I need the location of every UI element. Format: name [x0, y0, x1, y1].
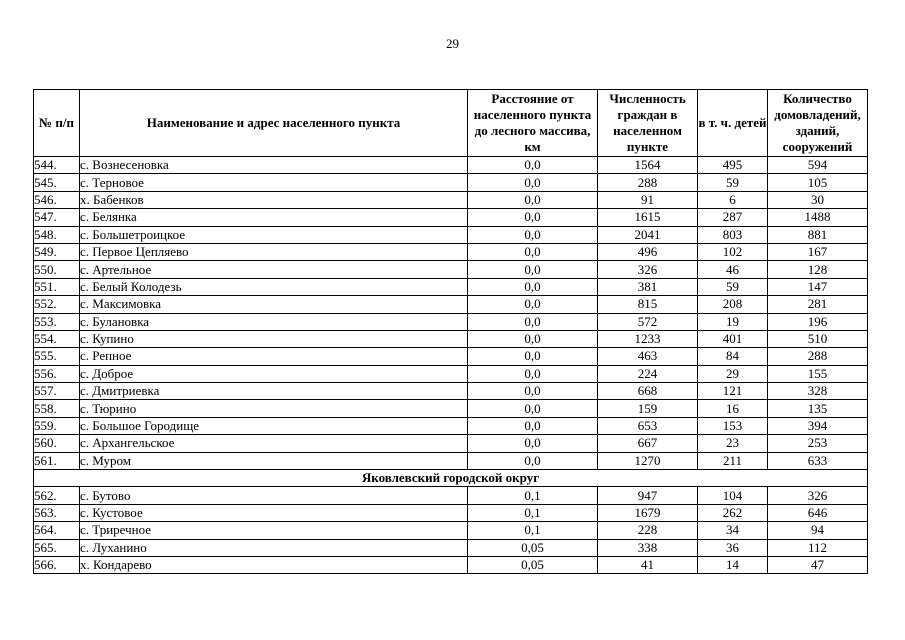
- buildings-value: 47: [768, 556, 868, 573]
- buildings-value: 128: [768, 261, 868, 278]
- children-value: 262: [698, 504, 768, 521]
- settlement-name: с. Архангельское: [80, 435, 468, 452]
- buildings-value: 112: [768, 539, 868, 556]
- children-value: 16: [698, 400, 768, 417]
- distance-value: 0,0: [468, 365, 598, 382]
- settlement-name: с. Бутово: [80, 487, 468, 504]
- table-row: [34, 209, 868, 226]
- table-row: [34, 504, 868, 521]
- section-title: Яковлевский городской округ: [34, 470, 868, 487]
- buildings-value: 253: [768, 435, 868, 452]
- buildings-value: 646: [768, 504, 868, 521]
- settlement-name: с. Триречное: [80, 522, 468, 539]
- population-value: 1564: [598, 157, 698, 174]
- population-value: 815: [598, 296, 698, 313]
- settlement-name: с. Муром: [80, 452, 468, 469]
- population-value: 338: [598, 539, 698, 556]
- settlement-name: с. Артельное: [80, 261, 468, 278]
- table-row: [34, 452, 868, 469]
- table-row: [34, 400, 868, 417]
- buildings-value: 105: [768, 174, 868, 191]
- distance-value: 0,0: [468, 383, 598, 400]
- distance-value: 0,0: [468, 261, 598, 278]
- population-value: 1615: [598, 209, 698, 226]
- table-body-group2: [34, 487, 868, 574]
- children-value: 803: [698, 226, 768, 243]
- settlement-name: с. Белый Колодезь: [80, 278, 468, 295]
- row-number: 566.: [34, 556, 80, 573]
- header-population: Численность граждан в населенном пункте: [598, 90, 698, 157]
- children-value: 46: [698, 261, 768, 278]
- table-row: [34, 487, 868, 504]
- buildings-value: 155: [768, 365, 868, 382]
- distance-value: 0,1: [468, 487, 598, 504]
- settlements-table: [33, 89, 868, 574]
- distance-value: 0,05: [468, 556, 598, 573]
- population-value: 947: [598, 487, 698, 504]
- table-row: [34, 296, 868, 313]
- table-header-row: [34, 90, 868, 157]
- distance-value: 0,0: [468, 209, 598, 226]
- population-value: 572: [598, 313, 698, 330]
- table-row: [34, 539, 868, 556]
- buildings-value: 30: [768, 191, 868, 208]
- settlement-name: х. Бабенков: [80, 191, 468, 208]
- row-number: 555.: [34, 348, 80, 365]
- row-number: 550.: [34, 261, 80, 278]
- population-value: 228: [598, 522, 698, 539]
- population-value: 159: [598, 400, 698, 417]
- distance-value: 0,0: [468, 452, 598, 469]
- header-buildings: Количество домовладений, зданий, сооружений: [768, 90, 868, 157]
- table-row: [34, 174, 868, 191]
- header-num: № п/п: [34, 90, 80, 157]
- population-value: 326: [598, 261, 698, 278]
- children-value: 208: [698, 296, 768, 313]
- distance-value: 0,0: [468, 400, 598, 417]
- children-value: 401: [698, 330, 768, 347]
- row-number: 561.: [34, 452, 80, 469]
- distance-value: 0,1: [468, 504, 598, 521]
- population-value: 1679: [598, 504, 698, 521]
- header-name: Наименование и адрес населенного пункта: [80, 90, 468, 157]
- distance-value: 0,0: [468, 313, 598, 330]
- population-value: 463: [598, 348, 698, 365]
- children-value: 495: [698, 157, 768, 174]
- table-row: [34, 243, 868, 260]
- distance-value: 0,0: [468, 174, 598, 191]
- row-number: 544.: [34, 157, 80, 174]
- row-number: 560.: [34, 435, 80, 452]
- children-value: 23: [698, 435, 768, 452]
- settlement-name: с. Дмитриевка: [80, 383, 468, 400]
- buildings-value: 633: [768, 452, 868, 469]
- row-number: 548.: [34, 226, 80, 243]
- population-value: 2041: [598, 226, 698, 243]
- table-row: [34, 261, 868, 278]
- row-number: 545.: [34, 174, 80, 191]
- distance-value: 0,0: [468, 417, 598, 434]
- buildings-value: 281: [768, 296, 868, 313]
- children-value: 102: [698, 243, 768, 260]
- table-row: [34, 157, 868, 174]
- settlement-name: с. Первое Цепляево: [80, 243, 468, 260]
- row-number: 546.: [34, 191, 80, 208]
- buildings-value: 881: [768, 226, 868, 243]
- table-body-group1: [34, 157, 868, 470]
- row-number: 554.: [34, 330, 80, 347]
- distance-value: 0,1: [468, 522, 598, 539]
- settlement-name: с. Вознесеновка: [80, 157, 468, 174]
- buildings-value: 510: [768, 330, 868, 347]
- row-number: 553.: [34, 313, 80, 330]
- settlement-name: с. Луханино: [80, 539, 468, 556]
- children-value: 121: [698, 383, 768, 400]
- distance-value: 0,0: [468, 157, 598, 174]
- buildings-value: 167: [768, 243, 868, 260]
- settlement-name: с. Максимовка: [80, 296, 468, 313]
- children-value: 211: [698, 452, 768, 469]
- buildings-value: 288: [768, 348, 868, 365]
- settlement-name: с. Терновое: [80, 174, 468, 191]
- row-number: 559.: [34, 417, 80, 434]
- population-value: 91: [598, 191, 698, 208]
- settlement-name: х. Кондарево: [80, 556, 468, 573]
- page-number: 29: [446, 36, 459, 51]
- distance-value: 0,0: [468, 191, 598, 208]
- row-number: 564.: [34, 522, 80, 539]
- table-row: [34, 365, 868, 382]
- children-value: 287: [698, 209, 768, 226]
- row-number: 557.: [34, 383, 80, 400]
- population-value: 1233: [598, 330, 698, 347]
- buildings-value: 326: [768, 487, 868, 504]
- buildings-value: 196: [768, 313, 868, 330]
- table-row: [34, 226, 868, 243]
- table-row: [34, 313, 868, 330]
- row-number: 551.: [34, 278, 80, 295]
- header-children: в т. ч. детей: [698, 90, 768, 157]
- settlement-name: с. Белянка: [80, 209, 468, 226]
- distance-value: 0,0: [468, 243, 598, 260]
- table-row: [34, 278, 868, 295]
- row-number: 562.: [34, 487, 80, 504]
- buildings-value: 328: [768, 383, 868, 400]
- population-value: 288: [598, 174, 698, 191]
- section-row: [34, 470, 868, 487]
- buildings-value: 147: [768, 278, 868, 295]
- children-value: 104: [698, 487, 768, 504]
- settlement-name: с. Кустовое: [80, 504, 468, 521]
- population-value: 667: [598, 435, 698, 452]
- children-value: 14: [698, 556, 768, 573]
- settlement-name: с. Доброе: [80, 365, 468, 382]
- table-row: [34, 348, 868, 365]
- population-value: 1270: [598, 452, 698, 469]
- distance-value: 0,05: [468, 539, 598, 556]
- population-value: 653: [598, 417, 698, 434]
- buildings-value: 94: [768, 522, 868, 539]
- children-value: 84: [698, 348, 768, 365]
- population-value: 496: [598, 243, 698, 260]
- population-value: 224: [598, 365, 698, 382]
- children-value: 29: [698, 365, 768, 382]
- children-value: 36: [698, 539, 768, 556]
- distance-value: 0,0: [468, 296, 598, 313]
- children-value: 34: [698, 522, 768, 539]
- row-number: 552.: [34, 296, 80, 313]
- children-value: 153: [698, 417, 768, 434]
- distance-value: 0,0: [468, 278, 598, 295]
- row-number: 549.: [34, 243, 80, 260]
- row-number: 556.: [34, 365, 80, 382]
- distance-value: 0,0: [468, 348, 598, 365]
- table-row: [34, 556, 868, 573]
- population-value: 41: [598, 556, 698, 573]
- table-row: [34, 383, 868, 400]
- settlement-name: с. Репное: [80, 348, 468, 365]
- distance-value: 0,0: [468, 226, 598, 243]
- population-value: 381: [598, 278, 698, 295]
- table-row: [34, 191, 868, 208]
- children-value: 6: [698, 191, 768, 208]
- distance-value: 0,0: [468, 435, 598, 452]
- table-row: [34, 435, 868, 452]
- children-value: 19: [698, 313, 768, 330]
- row-number: 547.: [34, 209, 80, 226]
- row-number: 563.: [34, 504, 80, 521]
- header-distance: Расстояние от населенного пункта до лесного массива, км: [468, 90, 598, 157]
- table-row: [34, 417, 868, 434]
- buildings-value: 135: [768, 400, 868, 417]
- buildings-value: 394: [768, 417, 868, 434]
- children-value: 59: [698, 278, 768, 295]
- row-number: 565.: [34, 539, 80, 556]
- distance-value: 0,0: [468, 330, 598, 347]
- settlement-name: с. Большое Городище: [80, 417, 468, 434]
- settlement-name: с. Купино: [80, 330, 468, 347]
- section-group: [34, 470, 868, 487]
- settlement-name: с. Тюрино: [80, 400, 468, 417]
- population-value: 668: [598, 383, 698, 400]
- buildings-value: 594: [768, 157, 868, 174]
- table-row: [34, 330, 868, 347]
- row-number: 558.: [34, 400, 80, 417]
- table-row: [34, 522, 868, 539]
- settlement-name: с. Булановка: [80, 313, 468, 330]
- settlement-name: с. Большетроицкое: [80, 226, 468, 243]
- children-value: 59: [698, 174, 768, 191]
- buildings-value: 1488: [768, 209, 868, 226]
